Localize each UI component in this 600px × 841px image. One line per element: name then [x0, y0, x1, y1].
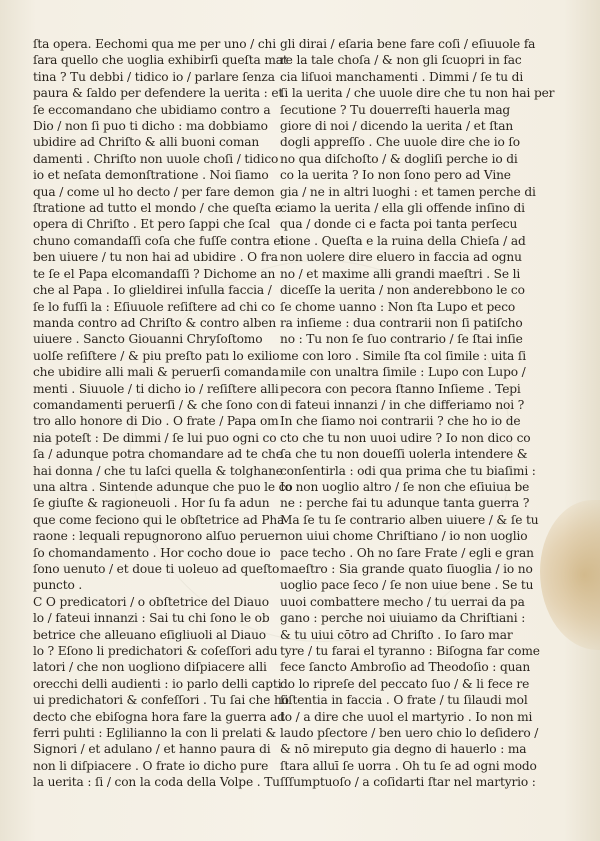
text-line: qua / donde ci e facta poi tanta perſecu — [280, 217, 518, 232]
text-line: ſa / adunque potra chomandare ad te che — [33, 447, 283, 462]
text-line: co la uerita ? Io non ſono pero ad Vine — [280, 168, 511, 183]
text-line: & tu uiui cōtro ad Chriſto . Io ſaro mar — [280, 627, 513, 642]
text-line: opera di Chriſto . Et pero ſappi che ſcal — [33, 217, 271, 232]
text-line: comandamenti peruerſi / & che ſono con — [33, 397, 278, 412]
text-line: la uerita : ſi / con la coda della Volpe . Tu — [33, 775, 280, 790]
text-line: non li diſpiacere . O frate io dicho pure — [33, 758, 269, 773]
text-line: no / et maxime alli grandi maeſtri . Se li — [280, 266, 521, 281]
left-text-column — [33, 36, 293, 791]
text-line: pecora con pecora ſtanno Inſieme . Tepi — [280, 381, 521, 396]
text-line: ſe giuſte & ragioneuoli . Hor ſu fa adun — [33, 496, 270, 511]
text-line: io et neſata demonſtratione . Noi ſiamo — [33, 168, 269, 183]
text-line: ne : perche fai tu adunque tanta guerra ? — [280, 496, 530, 511]
text-line: ſtratione ad tutto el mondo / che queſta e — [33, 201, 283, 216]
text-line: ſe eccomandano che ubidiamo contro a — [33, 102, 271, 117]
right-text-column — [280, 36, 555, 791]
text-line: ciamo la uerita / ella gli offende inſino di — [280, 201, 525, 216]
text-line: puncto . — [33, 578, 83, 593]
text-line: qua / come ul ho decto / per fare demon — [33, 184, 275, 199]
text-line: gano : perche noi uiuiamo da Chriſtiani : — [280, 611, 526, 626]
text-line: una altra . Sintende adunque che puo le co — [33, 479, 293, 494]
text-line: hai donna / che tu laſci quella & tolghane — [33, 463, 283, 478]
text-line: mile con unaltra ſimile : Lupo con Lupo / — [280, 365, 526, 380]
text-line: ſara quello che uoglia exhibirſi queſta mat — [33, 53, 288, 68]
text-line: chuno comandaſſi coſa che fuſſe contra el — [33, 233, 285, 248]
text-line: ui predichatori & confeſſori . Tu ſai che ho — [33, 693, 289, 708]
text-line: do lo ripreſe del peccato ſuo / & li fece re — [280, 676, 530, 691]
text-line: menti . Siuuole / ti dicho io / reſiſtere alli — [33, 381, 279, 396]
text-line: non uolere dire eluero in faccia ad ognu — [280, 250, 522, 265]
text-line: Signori / et adulano / et hanno paura di — [33, 742, 271, 757]
text-line: ubidire ad Chriſto & alli buoni coman — [33, 135, 260, 150]
text-line: gli dirai / eſaria bene fare coſi / eſiuuole fa — [280, 37, 536, 51]
text-line: paura & ſaldo per defendere la uerita : et — [33, 86, 284, 101]
text-line: ferri pulıti : Eglilianno la con li prelati & — [33, 726, 277, 741]
text-line: que come feciono qui le obſtetrice ad Pha — [33, 512, 285, 527]
text-line: te ſe el Papa elcomandaſſi ? Dichome an — [33, 266, 276, 281]
text-line: tyre / tu farai el tyranno : Biſogna far come — [280, 644, 540, 659]
text-line: cto che tu non uuoi udire ? Io non dico co — [280, 430, 531, 445]
text-line: ſiſtentia in faccia . O frate / tu ſilaudi mol — [280, 693, 528, 708]
text-line: ſi la uerita / che uuole dire che tu non hai per — [280, 86, 555, 101]
text-line: C O predicatori / o obſtetrice del Diauo — [33, 594, 269, 609]
text-line: conſentirla : odi qua prima che tu biaſimi : — [280, 463, 536, 478]
text-line: damenti . Chriſto non uuole choſi / tidico — [33, 151, 279, 166]
text-line: ra inſieme : dua contrarii non ſi patiſcho — [280, 315, 523, 330]
text-line: latori / che non uogliono diſpiacere alli — [33, 660, 267, 675]
text-line: Ma ſe tu ſe contrario alben uiuere / & ſe tu — [280, 512, 539, 527]
text-line: ſtara alluī ſe uorra . Oh tu ſe ad ogni modo — [280, 758, 537, 773]
text-line: uoglio pace ſeco / ſe non uiue bene . Se tu — [280, 578, 534, 593]
text-line: maeſtro : Sia grande quato ſiuoglia / io no — [280, 562, 533, 576]
text-line: uiuere . Sancto Giouanni Chryſoſtomo — [33, 332, 263, 347]
text-line: nia poteſt : De dimmi / ſe lui puo ogni co — [33, 430, 277, 445]
text-line: me con loro . Simile ſta col ſimile : uita ſi — [280, 348, 526, 363]
text-line: no : Tu non ſe ſuo contrario / ſe ſtai inſie — [280, 332, 523, 347]
text-line: tina ? Tu debbi / tidico io / parlare ſenza — [33, 69, 275, 84]
text-line: ſo chomandamento . Hor cocho doue io — [33, 545, 271, 560]
text-line: re la tale choſa / & non gli ſcuopri in fac — [280, 53, 522, 68]
text-line: Dio / non ſi puo ti dicho : ma dobbiamo — [33, 119, 268, 134]
text-line: uuoi combattere mecho / tu uerrai da pa — [280, 594, 525, 609]
text-line: ſe lo fuſſi la : Eſiuuole reſiſtere ad chi co — [33, 299, 275, 314]
text-line: raone : lequali repugnorono alſuo peruer — [33, 529, 281, 544]
text-line: non uiui chome Chriſtiano / io non uoglio — [280, 529, 528, 544]
text-line: tione . Queſta e la ruina della Chieſa / ad — [280, 233, 526, 248]
text-line: che ubidire alli mali & peruerſi comanda — [33, 365, 279, 380]
water-stain — [540, 500, 600, 650]
text-line: ſe chome uanno : Non ſta Lupo et peco — [280, 299, 516, 314]
text-line: no qua diſchoſto / & dogliſi perche io di — [280, 151, 518, 166]
text-line: & nō mireputo gia degno di hauerlo : ma — [280, 742, 527, 757]
text-line: ſa che tu non doueſſi uolerla intendere & — [280, 447, 528, 462]
text-line: ſecutione ? Tu douerreſti hauerla mag — [280, 102, 511, 117]
text-line: laudo pſectore / ben uero chio lo deſidero / — [280, 726, 539, 741]
text-line: ſono uenuto / et doue ti uoleuo ad queſto — [33, 562, 280, 576]
text-line: di fateui innanzi / in che differiamo noi ? — [280, 397, 525, 412]
text-line: tro allo honore di Dio . O frate / Papa om — [33, 414, 279, 429]
text-line: ſta opera. Eechomi qua me per uno / chi — [33, 37, 276, 51]
text-line: cia liſuoi manchamenti . Dimmi / ſe tu di — [280, 69, 524, 84]
text-line: orecchi delli audienti : io parlo delli capti — [33, 676, 282, 691]
text-line: decto che ebiſogna hora fare la guerra ad — [33, 709, 285, 724]
text-line: In che ſiamo noi contrarii ? che ho io de — [280, 414, 521, 429]
text-line: giore di noi / dicendo la uerita / et ſtan — [280, 119, 514, 134]
text-line: che al Papa . Io glieldirei inſulla faccia / — [33, 283, 272, 298]
text-line: to / a dire che uuol el martyrio . Io non mi — [280, 709, 533, 724]
text-line: lo ? Eſono li predichatori & coſeſſori adu — [33, 644, 278, 659]
text-line: betrice che alleuano eſigliuoli al Diauo — [33, 627, 266, 642]
text-line: ben uiuere / tu non hai ad ubidire . O fra — [33, 250, 278, 265]
text-line: Io non uoglio altro / ſe non che eſiuiua be — [280, 479, 530, 494]
text-line: ſſſumptuoſo / a coſidarti ſtar nel martyrio : — [280, 775, 536, 790]
text-line: lo / fateui innanzi : Sai tu chi ſono le ob — [33, 611, 270, 626]
text-line: fece ſancto Ambroſio ad Theodoſio : quan — [280, 660, 531, 675]
text-line: dogli appreſſo . Che uuole dire che io ſo — [280, 135, 520, 150]
text-line: gia / ne in altri luoghi : et tamen perche di — [280, 184, 536, 199]
text-line: diceſſe la uerita / non anderebbono le co — [280, 283, 525, 298]
text-line: manda contro ad Chriſto & contro alben — [33, 315, 277, 330]
text-line: uolſe reſiſtere / & piu preſto patı lo exilio — [33, 348, 280, 363]
text-line: pace techo . Oh no ſare Frate / egli e gran — [280, 545, 534, 560]
